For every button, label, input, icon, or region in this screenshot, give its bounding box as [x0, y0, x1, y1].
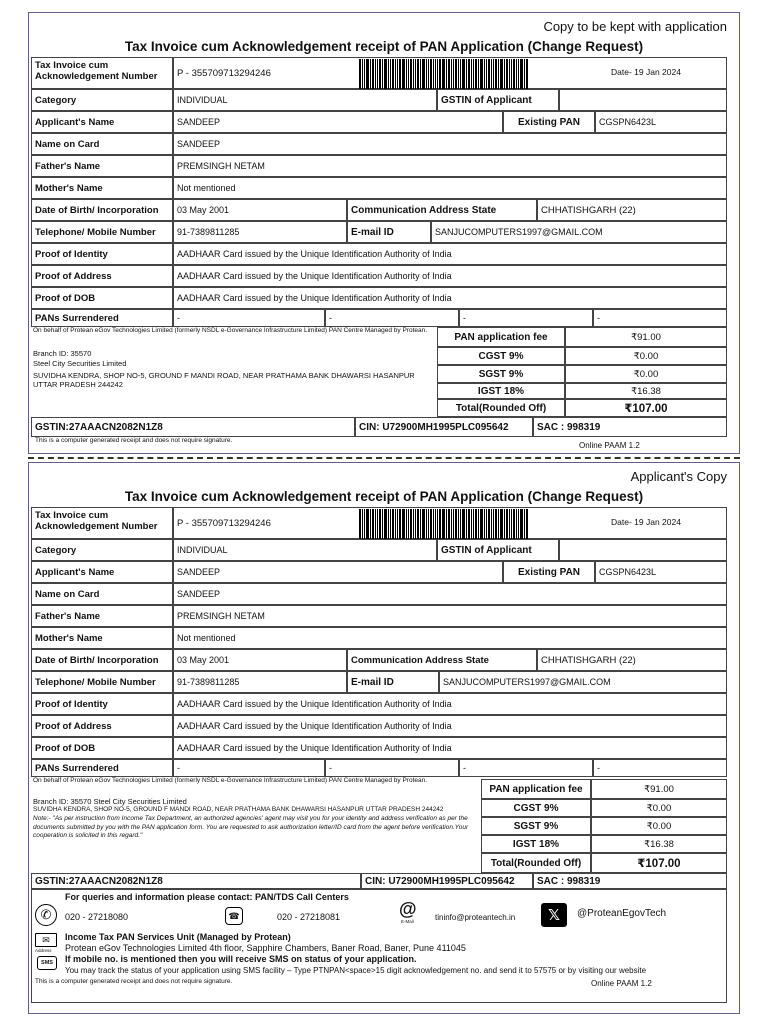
cgst-value: ₹0.00: [591, 799, 727, 817]
call-center-phone-1: 020 - 27218080: [65, 912, 129, 922]
online-paam-version: Online PAAM 1.2: [579, 441, 640, 450]
sms-info-bold: If mobile no. is mentioned then you will receive SMS on status of your application.: [65, 954, 417, 964]
barcode-bar: [466, 509, 467, 539]
barcode-bar: [484, 509, 485, 539]
barcode-bar: [406, 509, 407, 539]
barcode-bar: [480, 509, 483, 539]
barcode-bar: [458, 509, 459, 539]
barcode-bar: [382, 509, 383, 539]
barcode-bar: [480, 59, 483, 89]
barcode-bar: [448, 59, 450, 89]
father-name-value: PREMSINGH NETAM: [173, 605, 727, 627]
fee-value: ₹91.00: [565, 327, 727, 347]
phone-label: Telephone/ Mobile Number: [31, 671, 173, 693]
barcode-bar: [460, 509, 461, 539]
barcode-bar: [382, 59, 383, 89]
barcode-bar: [364, 59, 365, 89]
barcode-bar: [513, 59, 515, 89]
barcode-bar: [359, 509, 361, 539]
barcode-bar: [370, 59, 371, 89]
barcode-bar: [504, 509, 505, 539]
proof-address-value: AADHAAR Card issued by the Unique Identification Authority of India: [173, 715, 727, 737]
comm-state-label: Communication Address State: [347, 199, 537, 221]
pans-surrendered-4: -: [593, 759, 727, 777]
barcode-bar: [524, 509, 525, 539]
gstin-value: GSTIN:27AAACN2082N1Z8: [31, 417, 355, 437]
barcode-bar: [462, 509, 465, 539]
mother-name-label: Mother's Name: [31, 177, 173, 199]
proof-identity-label: Proof of Identity: [31, 243, 173, 265]
barcode-bar: [526, 59, 528, 89]
pans-surrendered-label: PANs Surrendered: [31, 309, 173, 327]
total-label: Total(Rounded Off): [481, 853, 591, 873]
barcode-bar: [395, 59, 396, 89]
category-label: Category: [31, 539, 173, 561]
gstin-applicant-label: GSTIN of Applicant: [437, 89, 559, 111]
on-behalf-text: On behalf of Protean eGov Technologies Limited (formerly NSDL e-Governance Infrastructure Limited) PAN Centre Managed by Protean.: [33, 777, 428, 784]
barcode-bar: [439, 509, 441, 539]
phone-label: Telephone/ Mobile Number: [31, 221, 173, 243]
barcode-bar: [375, 59, 376, 89]
proof-dob-label: Proof of DOB: [31, 737, 173, 759]
applicant-name-label: Applicant's Name: [31, 111, 173, 133]
barcode-bar: [366, 509, 369, 539]
barcode-bar: [379, 509, 381, 539]
existing-pan-value: CGSPN6423L: [595, 111, 727, 133]
barcode-bar: [475, 59, 477, 89]
pans-surrendered-1: -: [173, 759, 325, 777]
ack-number-label: Tax Invoice cum Acknowledgement Number: [31, 507, 173, 539]
proof-address-label: Proof of Address: [31, 715, 173, 737]
sac-value: SAC : 998319: [533, 417, 727, 437]
online-paam-version: Online PAAM 1.2: [591, 979, 652, 988]
phone-value: 91-7389811285: [173, 221, 347, 243]
barcode-bar: [484, 59, 485, 89]
existing-pan-label: Existing PAN: [503, 561, 595, 583]
mother-name-value: Not mentioned: [173, 177, 727, 199]
barcode-bar: [455, 509, 457, 539]
barcode-bar: [433, 509, 434, 539]
barcode-bar: [506, 59, 508, 89]
barcode-bar: [428, 509, 429, 539]
cgst-label: CGST 9%: [481, 799, 591, 817]
sgst-value: ₹0.00: [591, 817, 727, 835]
barcode-bar: [417, 59, 419, 89]
x-twitter-icon: 𝕏: [541, 903, 567, 927]
ack-number: P - 355709713294246: [177, 67, 271, 79]
barcode-bar: [471, 509, 472, 539]
address-icon-label: Address: [35, 948, 52, 953]
sgst-label: SGST 9%: [437, 365, 565, 383]
comm-state-label: Communication Address State: [347, 649, 537, 671]
ack-number: P - 355709713294246: [177, 517, 271, 529]
barcode-bar: [415, 59, 416, 89]
barcode-bar: [493, 59, 494, 89]
igst-value: ₹16.38: [565, 383, 727, 399]
barcode-bar: [498, 509, 499, 539]
barcode-bar: [516, 509, 517, 539]
sgst-label: SGST 9%: [481, 817, 591, 835]
pans-surrendered-2: -: [325, 309, 459, 327]
receipt-date: Date- 19 Jan 2024: [611, 67, 681, 77]
barcode-bar: [375, 509, 376, 539]
barcode-bar: [520, 509, 523, 539]
fax-icon: ☎: [225, 907, 243, 925]
applicant-name-value: SANDEEP: [173, 561, 503, 583]
barcode-bar: [468, 59, 470, 89]
barcode: [359, 59, 529, 89]
barcode-bar: [413, 509, 414, 539]
barcode-bar: [520, 59, 523, 89]
barcode-bar: [422, 509, 425, 539]
barcode-bar: [446, 59, 447, 89]
barcode-bar: [460, 59, 461, 89]
barcode-bar: [442, 59, 445, 89]
dob-label: Date of Birth/ Incorporation: [31, 649, 173, 671]
barcode-bar: [462, 59, 465, 89]
barcode-bar: [488, 59, 490, 89]
email-icon-label: E-Mail: [401, 919, 414, 924]
phone-value: 91-7389811285: [173, 671, 347, 693]
barcode-bar: [420, 59, 421, 89]
barcode-bar: [428, 59, 429, 89]
barcode-bar: [435, 509, 436, 539]
barcode-bar: [430, 509, 432, 539]
pans-surrendered-3: -: [459, 759, 593, 777]
barcode-bar: [468, 509, 470, 539]
barcode-bar: [362, 509, 363, 539]
email-label: E-mail ID: [347, 671, 439, 693]
barcode-bar: [359, 59, 361, 89]
email-label: E-mail ID: [347, 221, 431, 243]
barcode-bar: [455, 59, 457, 89]
barcode-bar: [397, 59, 398, 89]
barcode-bar: [511, 59, 512, 89]
barcode-bar: [500, 59, 503, 89]
branch-line: Branch ID: 35570 Steel City Securities Limited: [33, 797, 187, 806]
barcode-bar: [493, 509, 494, 539]
cgst-label: CGST 9%: [437, 347, 565, 365]
total-value: ₹107.00: [565, 399, 727, 417]
fee-label: PAN application fee: [437, 327, 565, 347]
barcode-bar: [395, 509, 396, 539]
barcode-bar: [435, 59, 436, 89]
gstin-applicant-value: [559, 539, 727, 561]
barcode-bar: [439, 59, 441, 89]
proof-dob-value: AADHAAR Card issued by the Unique Identification Authority of India: [173, 287, 727, 309]
barcode-bar: [370, 509, 371, 539]
barcode-bar: [420, 509, 421, 539]
receipt-applicant-copy: [28, 462, 740, 1014]
barcode-bar: [466, 59, 467, 89]
receipt-title: Tax Invoice cum Acknowledgement receipt of PAN Application (Change Request): [124, 39, 644, 54]
name-on-card-value: SANDEEP: [173, 583, 727, 605]
applicant-name-label: Applicant's Name: [31, 561, 173, 583]
barcode-bar: [390, 59, 391, 89]
barcode-bar: [430, 59, 432, 89]
mother-name-value: Not mentioned: [173, 627, 727, 649]
comm-state-value: CHHATISHGARH (22): [537, 199, 727, 221]
existing-pan-value: CGSPN6423L: [595, 561, 727, 583]
cgst-value: ₹0.00: [565, 347, 727, 365]
dob-value: 03 May 2001: [173, 649, 347, 671]
barcode-bar: [390, 509, 391, 539]
category-value: INDIVIDUAL: [173, 89, 437, 111]
pans-surrendered-label: PANs Surrendered: [31, 759, 173, 777]
sac-value: SAC : 998319: [533, 873, 727, 889]
branch-id: Branch ID: 35570: [33, 349, 92, 358]
barcode-bar: [422, 59, 425, 89]
pans-surrendered-2: -: [325, 759, 459, 777]
barcode-bar: [453, 509, 454, 539]
barcode-bar: [402, 59, 405, 89]
twitter-handle: @ProteanEgovTech: [577, 908, 667, 919]
barcode-bar: [402, 509, 405, 539]
barcode-bar: [433, 59, 434, 89]
phone-icon: ✆: [35, 904, 57, 926]
call-center-phone-2: 020 - 27218081: [277, 912, 341, 922]
branch-name: Steel City Securities Limited: [33, 359, 127, 368]
barcode-bar: [366, 59, 369, 89]
barcode-bar: [392, 59, 394, 89]
barcode-bar: [486, 509, 487, 539]
sms-icon: SMS: [37, 956, 57, 970]
cut-line: [28, 457, 740, 459]
pans-surrendered-3: -: [459, 309, 593, 327]
barcode-bar: [437, 59, 438, 89]
barcode-bar: [408, 59, 409, 89]
dob-value: 03 May 2001: [173, 199, 347, 221]
ack-number-label: Tax Invoice cum Acknowledgement Number: [31, 57, 173, 89]
email-value: SANJUCOMPUTERS1997@GMAIL.COM: [431, 221, 727, 243]
comm-state-value: CHHATISHGARH (22): [537, 649, 727, 671]
copy-note: Applicant's Copy: [630, 469, 727, 484]
barcode-bar: [475, 509, 477, 539]
name-on-card-label: Name on Card: [31, 583, 173, 605]
barcode-bar: [518, 59, 519, 89]
barcode-bar: [498, 59, 499, 89]
proof-identity-label: Proof of Identity: [31, 693, 173, 715]
barcode-bar: [513, 509, 515, 539]
barcode-bar: [442, 509, 445, 539]
address-envelope-icon: ✉: [35, 933, 57, 947]
barcode-bar: [453, 59, 454, 89]
pan-services-address: Protean eGov Technologies Limited 4th floor, Sapphire Chambers, Baner Road, Baner, Pune 411045: [65, 943, 466, 953]
applicant-name-value: SANDEEP: [173, 111, 503, 133]
barcode-bar: [506, 509, 508, 539]
barcode-bar: [473, 59, 474, 89]
barcode-bar: [379, 59, 381, 89]
barcode-bar: [511, 509, 512, 539]
barcode-bar: [406, 59, 407, 89]
pan-services-unit: Income Tax PAN Services Unit (Managed by Protean): [65, 932, 291, 942]
gstin-applicant-label: GSTIN of Applicant: [437, 539, 559, 561]
barcode-bar: [451, 509, 452, 539]
barcode-bar: [417, 509, 419, 539]
igst-label: IGST 18%: [437, 383, 565, 399]
category-label: Category: [31, 89, 173, 111]
barcode-bar: [451, 59, 452, 89]
barcode-bar: [473, 509, 474, 539]
proof-dob-label: Proof of DOB: [31, 287, 173, 309]
receipt-title: Tax Invoice cum Acknowledgement receipt of PAN Application (Change Request): [124, 489, 644, 504]
barcode-bar: [415, 509, 416, 539]
cin-value: CIN: U72900MH1995PLC095642: [361, 873, 533, 889]
gstin-applicant-value: [559, 89, 727, 111]
barcode-bar: [372, 509, 374, 539]
barcode-bar: [478, 59, 479, 89]
barcode-bar: [399, 59, 401, 89]
barcode-bar: [372, 59, 374, 89]
barcode-bar: [524, 59, 525, 89]
barcode-bar: [448, 509, 450, 539]
pans-surrendered-1: -: [173, 309, 325, 327]
barcode-bar: [384, 59, 387, 89]
barcode-bar: [488, 509, 490, 539]
name-on-card-label: Name on Card: [31, 133, 173, 155]
branch-address: SUVIDHA KENDRA, SHOP NO-5, GROUND F MANDI ROAD, NEAR PRATHAMA BANK DHAWARSI HASANPUR UTTAR PRADESH 244242: [33, 371, 415, 389]
contact-email: tininfo@proteantech.in: [435, 913, 516, 922]
barcode-bar: [509, 59, 510, 89]
cin-value: CIN: U72900MH1995PLC095642: [355, 417, 533, 437]
barcode: [359, 509, 529, 539]
barcode-bar: [384, 509, 387, 539]
barcode-bar: [526, 509, 528, 539]
igst-value: ₹16.38: [591, 835, 727, 853]
barcode-bar: [458, 59, 459, 89]
father-name-label: Father's Name: [31, 605, 173, 627]
gstin-value: GSTIN:27AAACN2082N1Z8: [31, 873, 361, 889]
barcode-bar: [516, 59, 517, 89]
proof-identity-value: AADHAAR Card issued by the Unique Identification Authority of India: [173, 243, 727, 265]
branch-address: SUVIDHA KENDRA, SHOP NO-5, GROUND F MANDI ROAD, NEAR PRATHAMA BANK DHAWARSI HASANPUR UTTAR PRADESH 244242: [33, 806, 444, 813]
receipt-office-copy: [28, 12, 740, 454]
queries-text: For queries and information please contact: PAN/TDS Call Centers: [65, 892, 349, 902]
barcode-bar: [471, 59, 472, 89]
copy-note: Copy to be kept with application: [543, 19, 727, 34]
father-name-label: Father's Name: [31, 155, 173, 177]
barcode-bar: [504, 59, 505, 89]
barcode-bar: [413, 59, 414, 89]
barcode-bar: [426, 59, 427, 89]
name-on-card-value: SANDEEP: [173, 133, 727, 155]
proof-address-label: Proof of Address: [31, 265, 173, 287]
barcode-bar: [495, 509, 497, 539]
barcode-bar: [426, 509, 427, 539]
barcode-bar: [518, 509, 519, 539]
sgst-value: ₹0.00: [565, 365, 727, 383]
barcode-bar: [437, 509, 438, 539]
igst-label: IGST 18%: [481, 835, 591, 853]
verification-note: Note:- "As per instruction from Income Tax Department, an authorized agencies' agent may visit you for your identity and address verification as per the documents submitted by you with the PAN application form. You are requested to ask authorization letter/ID card from the agent before verification.Your cooperation is solicited in this regard.": [33, 815, 469, 839]
barcode-bar: [509, 509, 510, 539]
total-label: Total(Rounded Off): [437, 399, 565, 417]
pans-surrendered-4: -: [593, 309, 727, 327]
barcode-bar: [377, 509, 378, 539]
proof-identity-value: AADHAAR Card issued by the Unique Identification Authority of India: [173, 693, 727, 715]
proof-dob-value: AADHAAR Card issued by the Unique Identification Authority of India: [173, 737, 727, 759]
computer-generated-note: This is a computer generated receipt and does not require signature.: [35, 437, 233, 444]
barcode-bar: [446, 509, 447, 539]
dob-label: Date of Birth/ Incorporation: [31, 199, 173, 221]
on-behalf-text: On behalf of Protean eGov Technologies Limited (formerly NSDL e-Governance Infrastructure Limited) PAN Centre Managed by Protean.: [33, 327, 428, 334]
barcode-bar: [410, 509, 412, 539]
fee-label: PAN application fee: [481, 779, 591, 799]
barcode-bar: [495, 59, 497, 89]
barcode-bar: [377, 59, 378, 89]
barcode-bar: [364, 509, 365, 539]
computer-generated-note: This is a computer generated receipt and does not require signature.: [35, 978, 233, 985]
email-value: SANJUCOMPUTERS1997@GMAIL.COM: [439, 671, 727, 693]
barcode-bar: [486, 59, 487, 89]
proof-address-value: AADHAAR Card issued by the Unique Identification Authority of India: [173, 265, 727, 287]
total-value: ₹107.00: [591, 853, 727, 873]
existing-pan-label: Existing PAN: [503, 111, 595, 133]
barcode-bar: [491, 509, 492, 539]
father-name-value: PREMSINGH NETAM: [173, 155, 727, 177]
barcode-bar: [362, 59, 363, 89]
category-value: INDIVIDUAL: [173, 539, 437, 561]
barcode-bar: [491, 59, 492, 89]
email-icon: @: [399, 899, 417, 919]
fee-value: ₹91.00: [591, 779, 727, 799]
mother-name-label: Mother's Name: [31, 627, 173, 649]
receipt-date: Date- 19 Jan 2024: [611, 517, 681, 527]
sms-info-text: You may track the status of your application using SMS facility – Type PTNPAN<space>15 digit acknowledgement no. and send it to 57575 or by visiting our website: [65, 966, 647, 975]
barcode-bar: [392, 509, 394, 539]
barcode-bar: [388, 509, 389, 539]
barcode-bar: [408, 509, 409, 539]
barcode-bar: [399, 509, 401, 539]
barcode-bar: [478, 509, 479, 539]
barcode-bar: [410, 59, 412, 89]
barcode-bar: [388, 59, 389, 89]
barcode-bar: [500, 509, 503, 539]
barcode-bar: [397, 509, 398, 539]
